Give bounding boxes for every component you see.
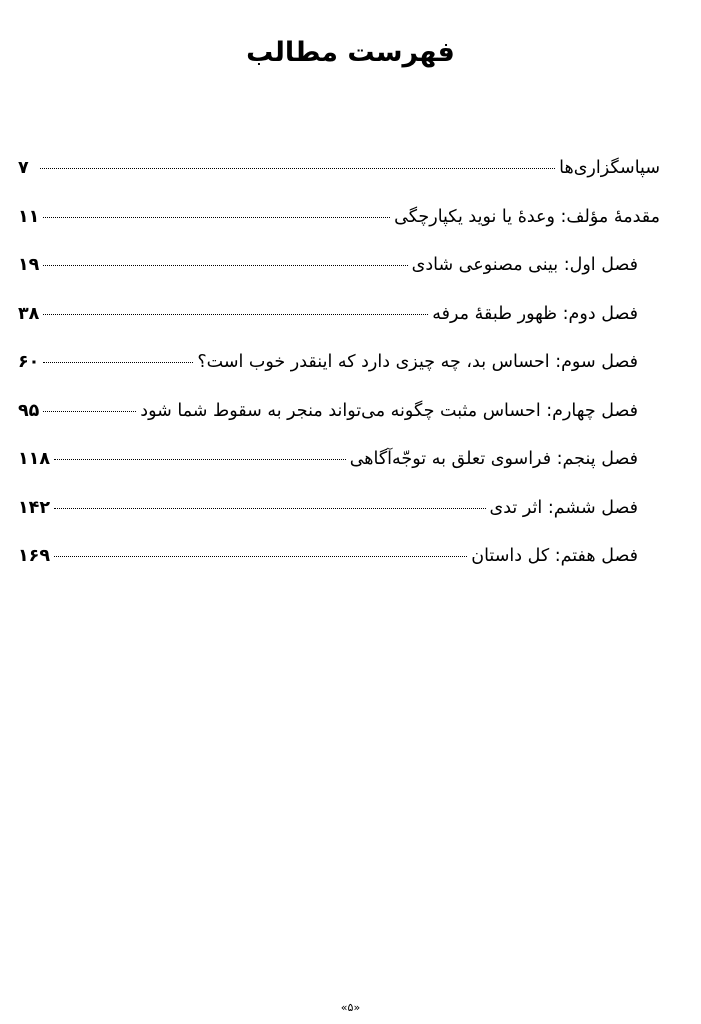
toc-entry-label: سپاسگزاری‌ها — [559, 158, 660, 178]
dot-leader — [43, 314, 428, 315]
toc-entry-label: فصل چهارم: احساس مثبت چگونه می‌تواند منجر به سقوط شما شود — [140, 400, 638, 421]
dot-leader — [43, 265, 407, 266]
dot-leader — [43, 411, 136, 412]
toc-entry-label: فصل اول: بینی مصنوعی شادی — [411, 255, 638, 275]
toc-entry-page: ۳۸ — [18, 303, 40, 324]
toc-entry[interactable] — [18, 245, 660, 294]
toc-entry[interactable] — [18, 294, 660, 343]
page-title: فهرست مطالب — [246, 37, 455, 68]
dot-leader — [54, 556, 467, 557]
toc-entry-page: ۱۶۹ — [18, 546, 51, 566]
toc-entry-page: ۱۱ — [18, 206, 40, 227]
toc-entry-label: فصل ششم: اثر تدی — [489, 497, 638, 518]
dot-leader — [43, 217, 390, 218]
toc-entry-page: ۹۵ — [18, 400, 40, 421]
toc-entry-page: ۱۹ — [18, 255, 40, 275]
toc-entry-page: ۱۴۲ — [18, 497, 51, 518]
toc-entry-label: مقدمهٔ مؤلف: وعدهٔ یا نوید یکپارچگی — [394, 206, 660, 227]
toc-entry[interactable] — [18, 536, 660, 585]
toc-entry[interactable] — [18, 488, 660, 537]
toc-entry[interactable] — [18, 342, 660, 391]
toc-entry-label: فصل سوم: احساس بد، چه چیزی دارد که اینقدر خوب است؟ — [197, 352, 638, 372]
toc-entry-page: ۱۱۸ — [18, 449, 51, 469]
dot-leader — [54, 508, 486, 509]
toc-entry-label: فصل هفتم: کل داستان — [471, 546, 638, 566]
toc-entry[interactable] — [18, 197, 660, 246]
toc-entry[interactable] — [18, 439, 660, 488]
toc-entry-label: فصل پنجم: فراسوی تعلق به توجّه‌آگاهی — [349, 449, 638, 469]
toc-entry[interactable] — [18, 148, 660, 197]
toc-entry[interactable] — [18, 391, 660, 440]
dot-leader — [40, 168, 555, 169]
dot-leader — [54, 459, 346, 460]
table-of-contents — [18, 148, 660, 585]
toc-entry-page: ۷ — [18, 158, 29, 178]
toc-entry-page: ۶۰ — [18, 352, 40, 372]
toc-entry-label: فصل دوم: ظهور طبقهٔ مرفه — [432, 303, 638, 324]
dot-leader — [43, 362, 193, 363]
page-number: «۵» — [340, 1001, 361, 1014]
